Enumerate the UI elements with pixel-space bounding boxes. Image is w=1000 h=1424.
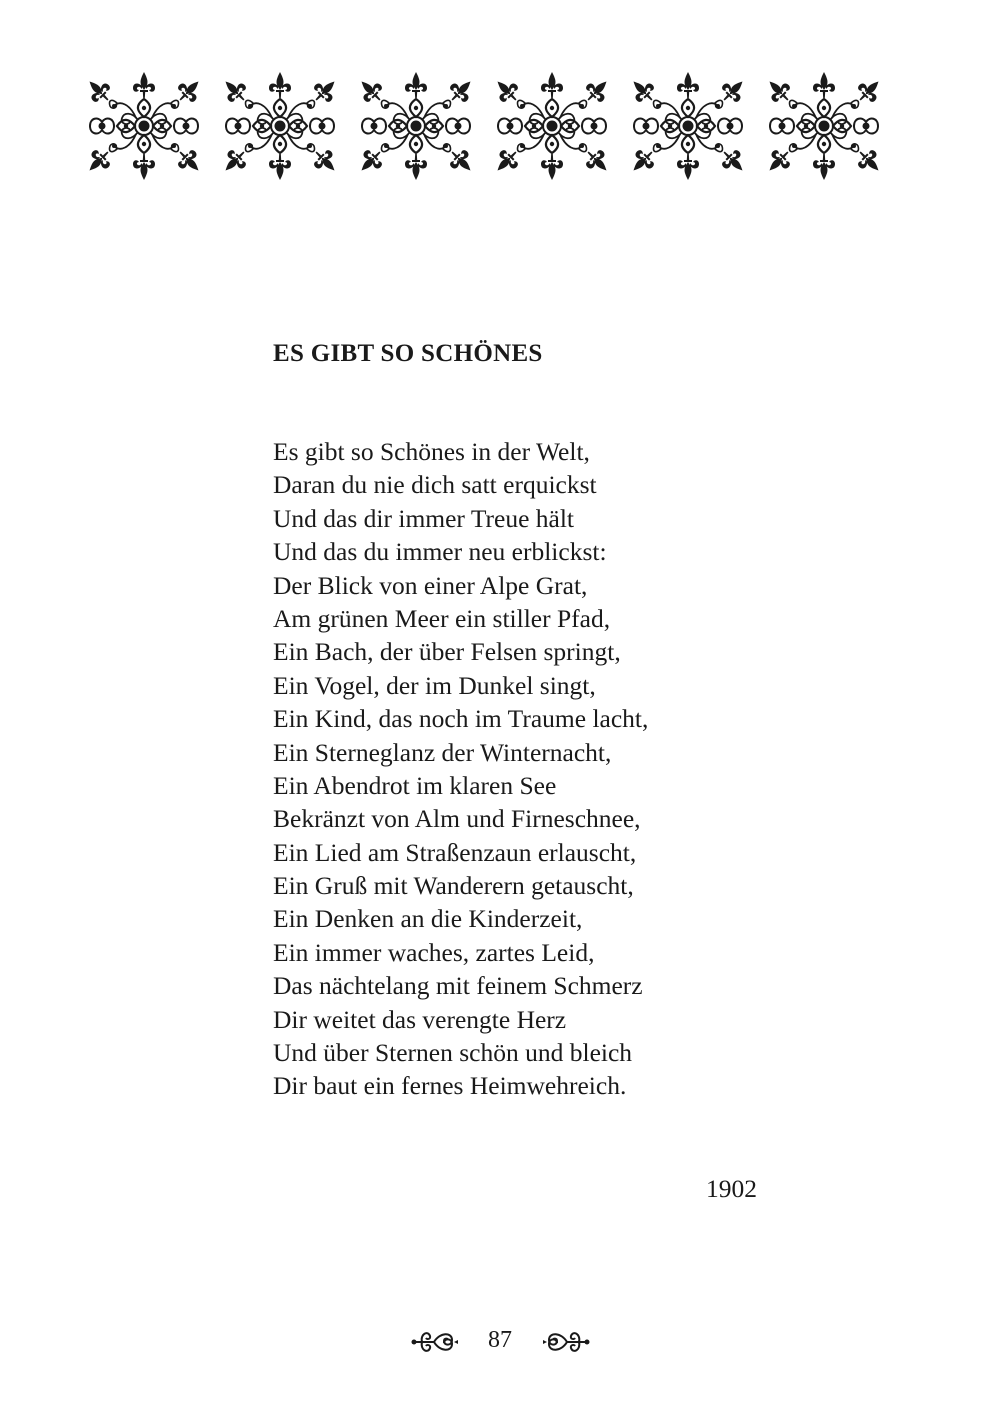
poem-line: Und das dir immer Treue hält	[273, 503, 575, 533]
poem-line: Bekränzt von Alm und Firneschnee,	[273, 804, 641, 834]
poem-line: Dir baut ein fernes Heimwehreich.	[273, 1071, 627, 1101]
poem-year: 1902	[706, 1174, 757, 1203]
poem-line: Das nächtelang mit feinem Schmerz	[273, 971, 643, 1001]
left-flourish-icon	[410, 1322, 458, 1362]
poem-line: Und das du immer neu erblickst:	[273, 537, 607, 567]
poem-line: Am grünen Meer ein stiller Pfad,	[273, 603, 611, 633]
floral-ornament-band-icon	[88, 68, 912, 184]
poem-line: Daran du nie dich satt erquickst	[273, 470, 597, 500]
right-flourish-icon	[543, 1322, 591, 1362]
poem-line: Ein Abendrot im klaren See	[273, 770, 557, 800]
poem-line: Dir weitet das verengte Herz	[273, 1004, 567, 1034]
poem-line: Ein Denken an die Kinderzeit,	[273, 904, 583, 934]
poem-line: Ein Kind, das noch im Traume lacht,	[273, 704, 649, 734]
poem-title: ES GIBT SO SCHÖNES	[273, 340, 543, 367]
page-footer	[0, 1318, 1000, 1364]
poem-line: Ein immer waches, zartes Leid,	[273, 937, 595, 967]
poem-line: Und über Sternen schön und bleich	[273, 1038, 633, 1068]
poem-line: Der Blick von einer Alpe Grat,	[273, 570, 588, 600]
poem-line: Ein Sterneglanz der Winternacht,	[273, 737, 612, 767]
poem-line: Es gibt so Schönes in der Welt,	[273, 437, 590, 466]
poem-line: Ein Bach, der über Felsen springt,	[273, 637, 621, 667]
poem-line: Ein Lied am Straßenzaun erlauscht,	[273, 837, 637, 867]
poem-line: Ein Vogel, der im Dunkel singt,	[273, 670, 596, 700]
page-number: 87	[488, 1327, 512, 1353]
poem-body	[273, 435, 648, 1103]
poem-line: Ein Gruß mit Wanderern getauscht,	[273, 871, 634, 901]
